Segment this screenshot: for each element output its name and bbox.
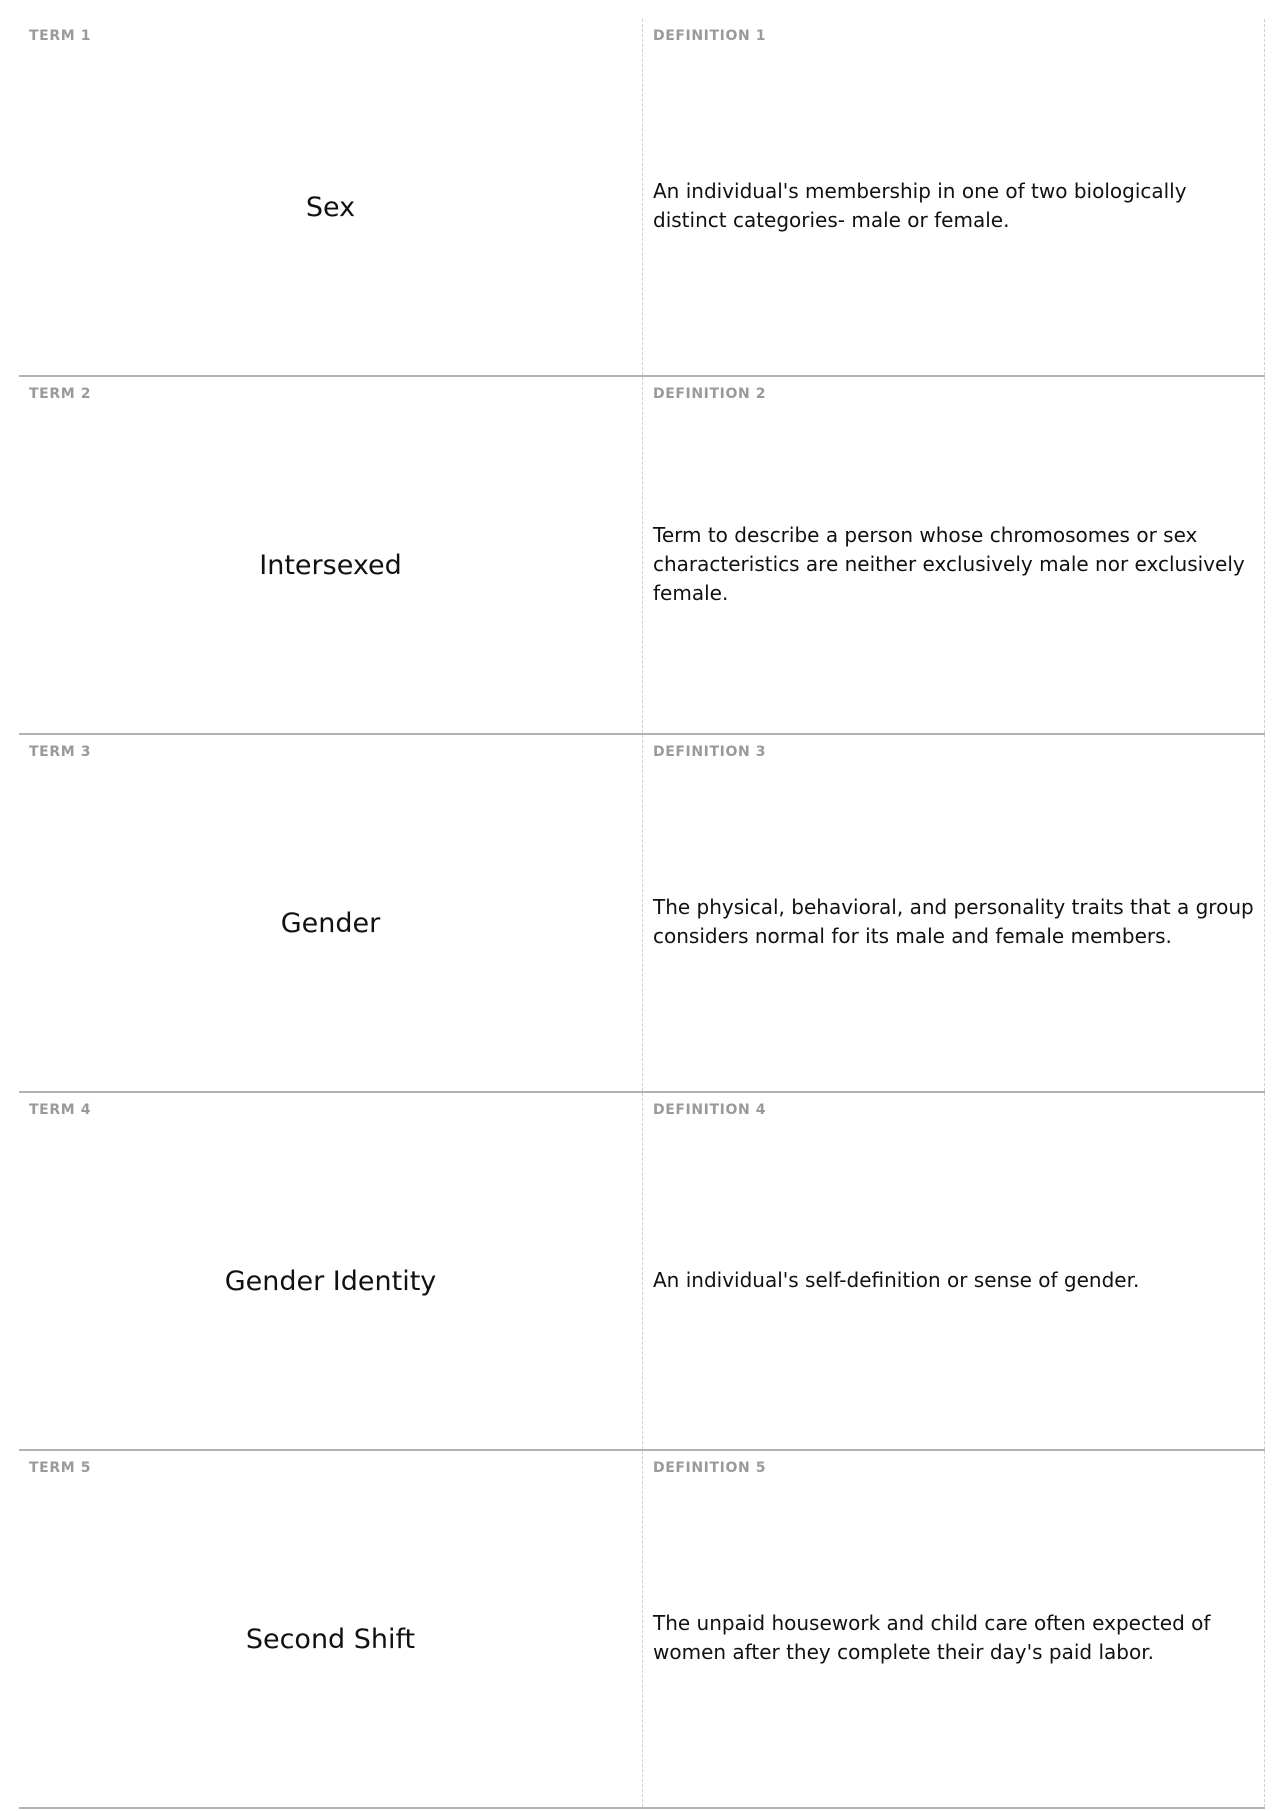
term-label: TERM 4 <box>29 1102 92 1118</box>
flashcard-row <box>19 735 1265 1093</box>
definition-label: DEFINITION 3 <box>653 744 767 760</box>
definition-label: DEFINITION 4 <box>653 1102 767 1118</box>
definition-text <box>653 377 1256 733</box>
definition-value: An individual's self-definition or sense of gender. <box>653 1267 1140 1292</box>
term-cell <box>19 1451 643 1807</box>
definition-value: The physical, behavioral, and personality traits that a group considers normal for its male and female members. <box>653 895 1254 948</box>
definition-text <box>653 19 1256 375</box>
term-text <box>19 735 642 1091</box>
term-value: Gender <box>280 907 381 939</box>
flashcard-row <box>19 1093 1265 1451</box>
term-cell <box>19 1093 643 1449</box>
definition-cell <box>643 735 1265 1091</box>
definition-value: The unpaid housework and child care often expected of women after they complete their day's paid labor. <box>653 1611 1211 1664</box>
definition-cell <box>643 377 1265 733</box>
term-text <box>19 1451 642 1807</box>
definition-cell <box>643 1093 1265 1449</box>
term-cell <box>19 19 643 375</box>
term-value: Intersexed <box>259 549 402 581</box>
definition-text <box>653 1093 1256 1449</box>
term-value: Second Shift <box>245 1623 416 1655</box>
definition-cell <box>643 1451 1265 1807</box>
definition-value: An individual's membership in one of two biologically distinct categories- male or female. <box>653 179 1187 232</box>
term-label: TERM 1 <box>29 28 92 44</box>
term-text <box>19 1093 642 1449</box>
definition-label: DEFINITION 2 <box>653 386 767 402</box>
term-label: TERM 5 <box>29 1460 92 1476</box>
definition-label: DEFINITION 1 <box>653 28 767 44</box>
flashcard-row <box>19 19 1265 377</box>
flashcard-row <box>19 377 1265 735</box>
definition-cell <box>643 19 1265 375</box>
definition-text <box>653 1451 1256 1807</box>
term-text <box>19 377 642 733</box>
term-cell <box>19 735 643 1091</box>
flashcard-row <box>19 1451 1265 1809</box>
definition-label: DEFINITION 5 <box>653 1460 767 1476</box>
definition-text <box>653 735 1256 1091</box>
term-label: TERM 2 <box>29 386 92 402</box>
term-label: TERM 3 <box>29 744 92 760</box>
term-cell <box>19 377 643 733</box>
term-value: Sex <box>305 191 356 223</box>
definition-value: Term to describe a person whose chromosomes or sex characteristics are neither exclusively male nor exclusively female. <box>653 522 1245 605</box>
term-text <box>19 19 642 375</box>
flashcard-sheet <box>19 19 1265 1809</box>
term-value: Gender Identity <box>224 1265 437 1297</box>
